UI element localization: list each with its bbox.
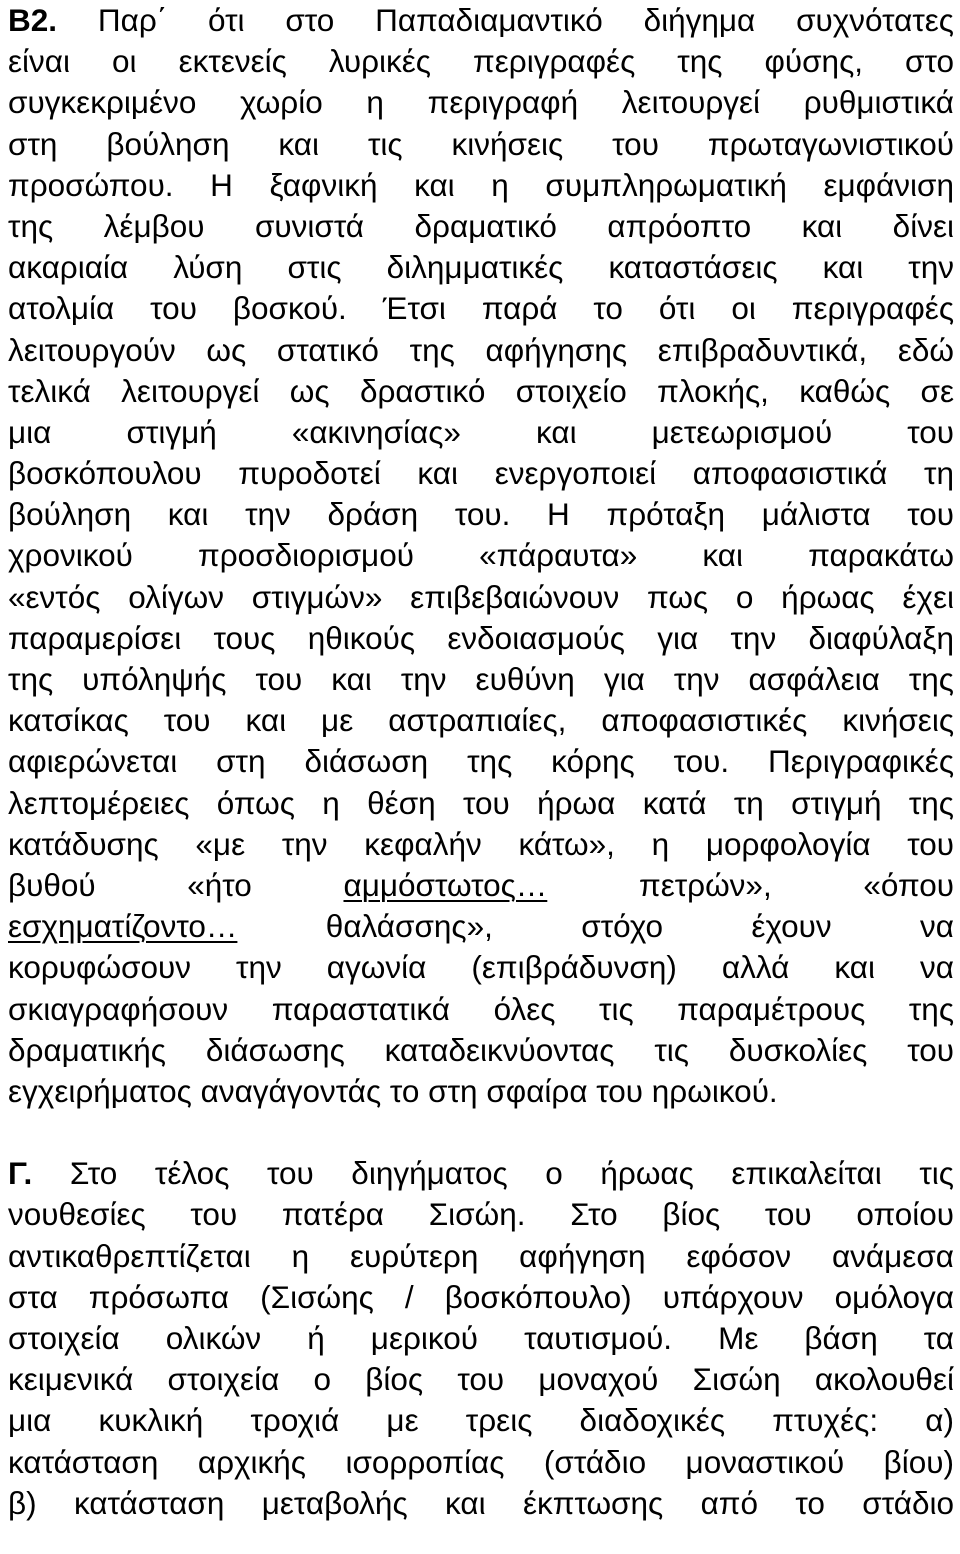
section-label-b2: Β2. <box>8 2 58 38</box>
section-b2 <box>8 0 954 1112</box>
text-line: της λέμβου συνιστά δραματικό απρόοπτο και δίνει <box>8 207 954 244</box>
line-text: Στο τέλος του διηγήματος ο ήρωας επικαλείται τις <box>32 1155 954 1192</box>
text-line: της υπόληψής του και την ευθύνη για την ασφάλεια της <box>8 661 954 697</box>
text-line: κατάσταση αρχικής ισορροπίας (στάδιο μοναστικού βίου) <box>8 1443 954 1480</box>
line-text: θαλάσσης», στόχο έχουν να <box>237 908 954 945</box>
text-line: παραμερίσει τους ηθικούς ενδοιασμούς για την διαφύλαξη <box>8 619 954 656</box>
text-line: κατσίκας του και με αστραπιαίες, αποφασιστικές κινήσεις <box>8 702 954 739</box>
text-line: «εντός ολίγων στιγμών» επιβεβαιώνουν πως ο ήρωας έχει <box>8 578 954 615</box>
paragraph-gap <box>8 1112 954 1153</box>
text-line: σκιαγραφήσουν παραστατικά όλες τις παραμέτρους της <box>8 990 954 1027</box>
text-line: αφιερώνεται στη διάσωση της κόρης του. Περιγραφικές <box>8 743 954 780</box>
underlined-quote: εσχηματίζοντο… <box>8 908 238 945</box>
text-line: χρονικού προσδιορισμού «πάραυτα» και παρακάτω <box>8 537 954 574</box>
line-text: βυθού «ήτο <box>8 866 344 903</box>
text-line: β) κατάσταση μεταβολής και έκπτωσης από το στάδιο <box>8 1484 954 1521</box>
line-text: Παρ΄ ότι στο Παπαδιαμαντικό διήγημα συχνότατες <box>97 2 954 38</box>
text-line: κειμενικά στοιχεία ο βίος του μοναχού Σισώη ακολουθεί <box>8 1361 954 1398</box>
section-g <box>8 1153 954 1524</box>
text-line: συγκεκριμένο χωρίο η περιγραφή λειτουργεί ρυθμιστικά <box>8 84 954 121</box>
text-line: κατάδυσης «με την κεφαλήν κάτω», η μορφολογία του <box>8 825 954 862</box>
text-line <box>8 1153 954 1194</box>
text-line: στα πρόσωπα (Σισώης / βοσκόπουλο) υπάρχουν ομόλογα <box>8 1278 954 1315</box>
text-line <box>8 0 954 41</box>
text-line: βούληση και την δράση του. Η πρόταξη μάλιστα του <box>8 496 954 533</box>
text-line: εγχειρήματος αναγάγοντάς το στη σφαίρα του ηρωικού. <box>8 1072 778 1109</box>
line-text: πετρών», «όπου <box>547 866 954 903</box>
text-line: τελικά λειτουργεί ως δραστικό στοιχείο πλοκής, καθώς σε <box>8 372 954 409</box>
text-line: μια στιγμή «ακινησίας» και μετεωρισμού του <box>8 413 954 450</box>
section-label-g: Γ. <box>8 1155 33 1192</box>
text-line: λειτουργούν ως στατικό της αφήγησης επιβραδυντικά, εδώ <box>8 331 954 368</box>
text-line <box>8 906 954 947</box>
text-line: νουθεσίες του πατέρα Σισώη. Στο βίος του οποίου <box>8 1196 954 1233</box>
underlined-quote: αμμόστωτος… <box>343 866 548 903</box>
text-line: δραματικής διάσωσης καταδεικνύοντας τις δυσκολίες του <box>8 1031 954 1068</box>
text-line: κορυφώσουν την αγωνία (επιβράδυνση) αλλά και να <box>8 949 954 986</box>
text-line: ατολμία του βοσκού. Έτσι παρά το ότι οι περιγραφές <box>8 290 954 327</box>
text-line <box>8 865 954 906</box>
text-line: αντικαθρεπτίζεται η ευρύτερη αφήγηση εφόσον ανάμεσα <box>8 1237 954 1274</box>
text-line: ακαριαία λύση στις διλημματικές καταστάσεις και την <box>8 249 954 286</box>
text-line: λεπτομέρειες όπως η θέση του ήρωα κατά τη στιγμή της <box>8 784 954 821</box>
text-line: μια κυκλική τροχιά με τρεις διαδοχικές πτυχές: α) <box>8 1402 954 1439</box>
text-line: βοσκόπουλου πυροδοτεί και ενεργοποιεί αποφασιστικά τη <box>8 455 954 492</box>
text-line: στη βούληση και τις κινήσεις του πρωταγωνιστικού <box>8 125 954 162</box>
text-line: στοιχεία ολικών ή μερικού ταυτισμού. Με βάση τα <box>8 1320 954 1356</box>
document-page <box>8 0 954 1524</box>
text-line: είναι οι εκτενείς λυρικές περιγραφές της φύσης, στο <box>8 43 954 80</box>
text-line: προσώπου. Η ξαφνική και η συμπληρωματική εμφάνιση <box>8 166 954 203</box>
